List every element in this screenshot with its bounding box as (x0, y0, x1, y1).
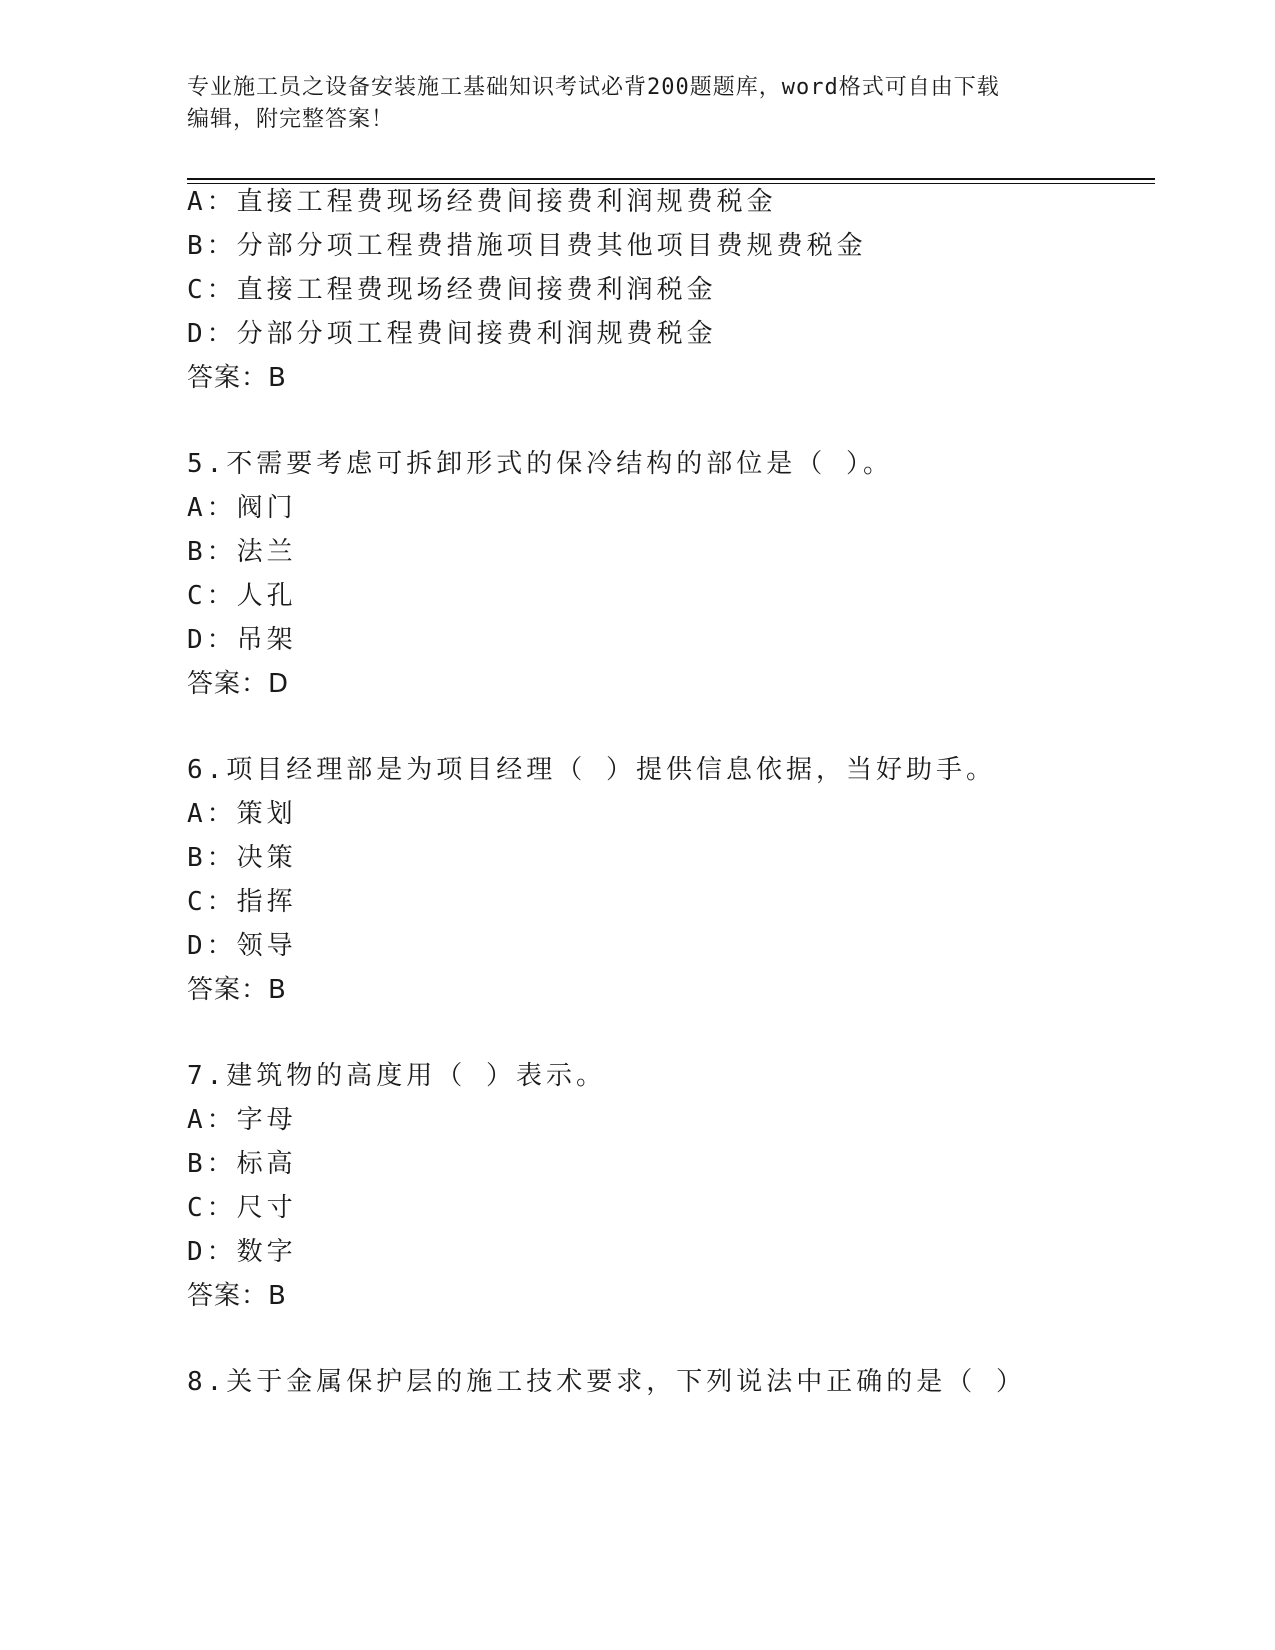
q4-option-a: A：直接工程费现场经费间接费利润规费税金 (187, 187, 777, 217)
q6-option-d: D：领导 (187, 931, 297, 961)
q5-option-d: D：吊架 (187, 625, 297, 655)
header-divider-thick (187, 178, 1155, 180)
q7-option-c: C：尺寸 (187, 1193, 297, 1223)
q6-option-a: A：策划 (187, 799, 297, 829)
q7-option-d: D：数字 (187, 1237, 297, 1267)
document-header (187, 72, 1067, 136)
q7-question: 7.建筑物的高度用（ ）表示。 (187, 1061, 606, 1091)
q5-option-b: B：法兰 (187, 537, 297, 567)
q4-option-c: C：直接工程费现场经费间接费利润税金 (187, 275, 717, 305)
q4-option-b: B：分部分项工程费措施项目费其他项目费规费税金 (187, 231, 867, 261)
q6-answer: 答案：B (187, 975, 287, 1005)
q5-option-c: C：人孔 (187, 581, 297, 611)
header-divider-thin (187, 183, 1155, 184)
q6-option-b: B：决策 (187, 843, 297, 873)
q8-question: 8.关于金属保护层的施工技术要求，下列说法中正确的是（ ） (187, 1367, 1026, 1397)
q5-answer: 答案：D (187, 669, 290, 699)
q7-option-b: B：标高 (187, 1149, 297, 1179)
header-title-line1: 专业施工员之设备安装施工基础知识考试必背200题题库，word格式可自由下载 (187, 75, 1000, 100)
q7-option-a: A：字母 (187, 1105, 297, 1135)
q4-answer: 答案：B (187, 363, 287, 393)
q7-answer: 答案：B (187, 1281, 287, 1311)
header-title-line2: 编辑，附完整答案！ (187, 107, 395, 132)
q6-option-c: C：指挥 (187, 887, 297, 917)
q5-question: 5.不需要考虑可拆卸形式的保冷结构的部位是（ ）。 (187, 449, 893, 479)
q6-question: 6.项目经理部是为项目经理（ ）提供信息依据，当好助手。 (187, 755, 996, 785)
q4-option-d: D：分部分项工程费间接费利润规费税金 (187, 319, 717, 349)
q5-option-a: A：阀门 (187, 493, 297, 523)
